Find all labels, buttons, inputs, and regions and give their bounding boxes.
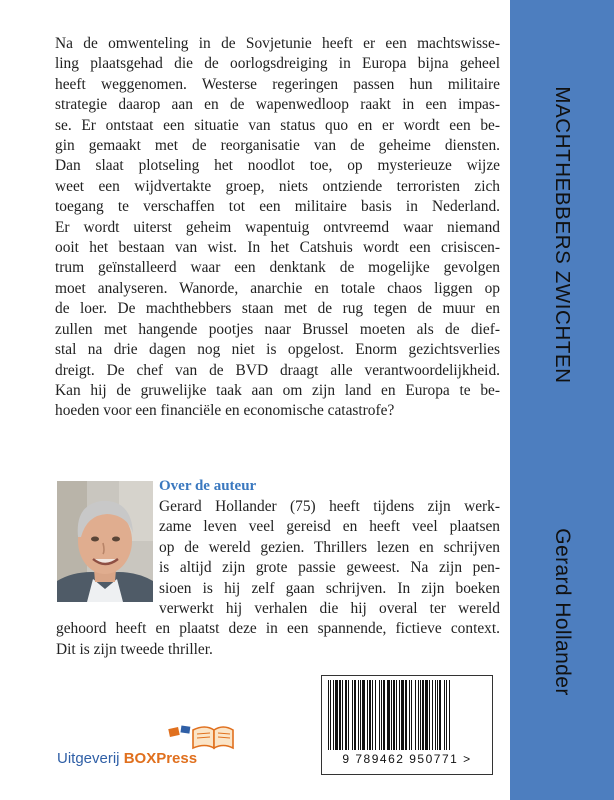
isbn-barcode: [321, 675, 493, 775]
blurb-line: de loer. De machthebbers staan met de rug tegen de muur en: [55, 300, 500, 318]
spine-author: Gerard Hollander: [551, 528, 574, 696]
blurb-line: Na de omwenteling in de Sovjetunie heeft er een machtswisse-: [55, 35, 500, 52]
blurb-line: gin gemaakt met de reorganisatie van de geheime diensten.: [55, 137, 500, 155]
blurb-line: se. Er ontstaat een situatie van status quo en er wordt een be-: [55, 116, 500, 134]
blurb-line: Er wordt uiterst geheim wapentuig ontvreemd waar niemand: [55, 218, 500, 236]
bio-line: is altijd zijn grote passie geweest. Na zijn pen-: [159, 559, 500, 577]
back-cover-blurb: [55, 34, 500, 422]
spine-title: MACHTHEBBERS ZWICHTEN: [551, 86, 574, 384]
blurb-line: strategie daarop aan en de wapenwedloop raakt in een impas-: [55, 96, 500, 114]
publisher-prefix: Uitgeverij: [57, 750, 124, 767]
isbn-number: 9 789462 950771 >: [342, 752, 472, 766]
author-bio: [56, 497, 500, 660]
blurb-line: Kan hij de gruwelijke taak aan om zijn land en Europa te be-: [55, 381, 500, 399]
blurb-line: trum geïnstalleerd waar een denktank de mogelijke gevolgen: [55, 259, 500, 277]
blurb-line: dreigt. De chef van de BVD draagt alle verantwoordelijkheid.: [55, 361, 500, 379]
bio-line: gehoord heeft en plaatst deze in een spannende, fictieve context.: [56, 620, 500, 638]
bio-line: Dit is zijn tweede thriller.: [56, 640, 213, 658]
bio-line: zame leven veel gereisd en heeft veel plaatsen: [159, 518, 500, 536]
blurb-line: stal na drie dagen nog niet is opgelost. Enorm gezichtsverlies: [55, 341, 500, 359]
author-section-heading: Over de auteur: [159, 478, 257, 494]
blurb-line: moet analyseren. Wanorde, anarchie en totale chaos liggen op: [55, 279, 500, 297]
blurb-line: heeft weggenomen. Westerse regeringen passen hun militaire: [55, 75, 500, 93]
blurb-line: weet een wijdvertakte groep, niets ontziende terroristen zich: [55, 177, 500, 195]
blurb-line: ling plaatsgehad die de oorlogsdreiging in Europa bijna geheel: [55, 55, 500, 73]
blurb-line: hoeden voor een financiële en economische catastrofe?: [55, 402, 395, 420]
blurb-line: zullen met hangende pootjes naar Brussel moeten als de dief-: [55, 320, 500, 338]
bio-line: Gerard Hollander (75) heeft tijdens zijn werk-: [159, 498, 500, 515]
blurb-line: Dan slaat plotseling het noodlot toe, op mysterieuze wijze: [55, 157, 500, 175]
bio-line: op de wereld gezien. Thrillers lezen en schrijven: [159, 538, 500, 556]
publisher-name: [57, 750, 197, 767]
blurb-line: ooit het bestaan van wist. In het Catshuis wordt een crisiscen-: [55, 239, 500, 257]
publisher-brand: BOXPress: [123, 750, 198, 767]
bio-line: verwerkt hij verhalen die hij overal ter wereld: [159, 600, 500, 618]
bio-line: sioen is hij zelf gaan schrijven. In zijn boeken: [159, 579, 500, 597]
barcode-bars: [326, 680, 488, 750]
blurb-line: toegang te verschaffen tot een militaire basis in Nederland.: [55, 198, 500, 216]
